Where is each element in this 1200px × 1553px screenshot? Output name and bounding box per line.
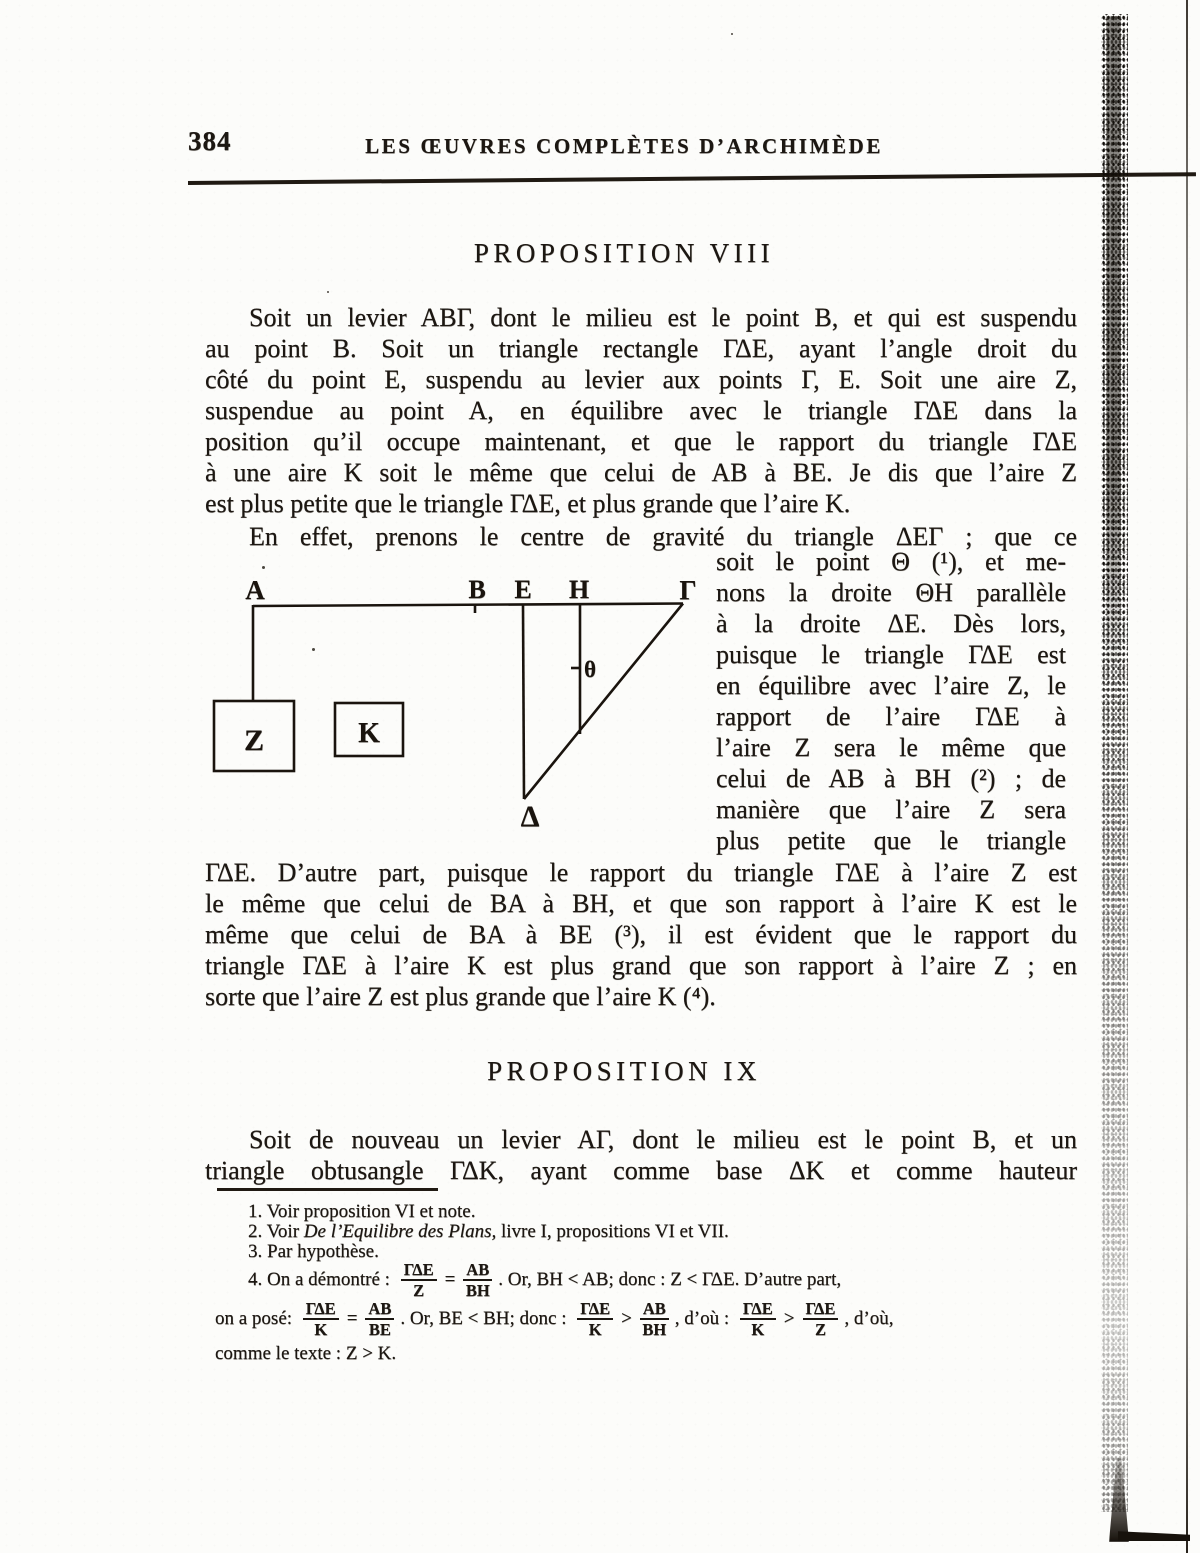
scan-bottom-corner-smear (1118, 1527, 1190, 1541)
paragraph-line: l’aire Z sera le même que (716, 733, 1066, 762)
footnote-rule (217, 1188, 438, 1191)
fraction-numerator: ΓΔE (740, 1300, 776, 1320)
fraction-denominator: K (314, 1320, 328, 1339)
equals-sign: = (444, 1269, 456, 1290)
footnote-text: . Or, BE < BH; donc : (400, 1308, 572, 1329)
paragraph-2-right-column (716, 546, 1066, 856)
footnote-2-rest: livre I, propositions VI et VII. (496, 1221, 729, 1242)
fraction (740, 1300, 776, 1339)
footnote-2-work-title: De l’Equilibre des Plans, (303, 1221, 497, 1242)
label-gamma: Γ (679, 575, 697, 605)
paragraph-line: ΓΔE. D’autre part, puisque le rapport du triangle ΓΔE à l’aire Z est (205, 858, 1077, 887)
footnote-2-prefix: 2. Voir (248, 1221, 304, 1242)
fraction (401, 1261, 437, 1300)
footnote-text: , d’où : (674, 1308, 734, 1329)
scan-page-edge-line (1186, 0, 1188, 1553)
greater-than-sign: > (783, 1308, 795, 1329)
footnote-4-line-1 (248, 1258, 841, 1302)
fraction-denominator: K (588, 1320, 602, 1339)
hypotenuse-gamma-delta (524, 604, 683, 800)
fraction-numerator: ΓΔE (577, 1300, 613, 1320)
proposition-ix-title: PROPOSITION IX (487, 1056, 761, 1086)
fraction-denominator: BE (368, 1320, 391, 1339)
paragraph-line: même que celui de BA à BE (³), il est évident que le rapport du (205, 920, 1077, 949)
fraction (803, 1300, 839, 1339)
fraction-denominator: K (751, 1320, 765, 1339)
paragraph-line: côté du point E, suspendu au levier aux points Γ, E. Soit une aire Z, (205, 365, 1077, 394)
paragraph-line: à la droite ΔE. Dès lors, (716, 609, 1066, 638)
paragraph-line: plus petite que le triangle (716, 826, 1066, 855)
paragraph-line: est plus petite que le triangle ΓΔE, et plus grande que l’aire K. (205, 489, 851, 518)
fraction-denominator: Z (814, 1320, 826, 1339)
page-number: 384 (188, 126, 232, 156)
footnote-3: 3. Par hypothèse. (248, 1241, 379, 1262)
paragraph-line: rapport de l’aire ΓΔE à (716, 702, 1066, 731)
fraction (365, 1300, 394, 1339)
fraction-denominator: BH (642, 1320, 667, 1339)
paragraph-line: suspendue au point A, en équilibre avec le triangle ΓΔE dans la (205, 396, 1077, 425)
paragraph-line: triangle ΓΔE à l’aire K est plus grand que son rapport à l’aire Z ; en (205, 951, 1077, 980)
scan-gutter-dark-core (1106, 16, 1121, 676)
fraction (577, 1300, 613, 1339)
side-e-delta (523, 605, 524, 799)
footnote-4-line-2 (215, 1297, 893, 1341)
ink-speck (731, 33, 733, 35)
fraction (463, 1261, 492, 1300)
paragraph-line: puisque le triangle ΓΔE est (716, 640, 1066, 669)
paragraph-line: soit le point Θ (¹), et me- (716, 547, 1066, 576)
header-rule (188, 172, 1196, 184)
paragraph-1 (205, 302, 1077, 519)
footnote-text: . Or, BH < AB; donc : Z < ΓΔE. D’autre part, (498, 1269, 842, 1290)
running-title: LES ŒUVRES COMPLÈTES D’ARCHIMÈDE (365, 134, 883, 158)
fraction-denominator: BH (465, 1281, 490, 1300)
fraction-numerator: ΓΔE (401, 1261, 437, 1281)
footnote-2 (248, 1222, 729, 1243)
paragraph-line: à une aire K soit le même que celui de AB à BE. Je dis que l’aire Z (205, 458, 1077, 487)
label-theta: θ (584, 657, 597, 682)
label-k: K (358, 718, 380, 749)
paragraph-line: le même que celui de BA à BH, et que son rapport à l’aire K est le (205, 889, 1077, 918)
footnote-4-line-3: comme le texte : Z > K. (215, 1343, 397, 1364)
paragraph-line: triangle obtusangle ΓΔK, ayant comme base ΔK et comme hauteur (205, 1156, 1077, 1185)
equals-sign: = (346, 1308, 358, 1329)
label-b: B (468, 575, 486, 604)
fraction-numerator: AB (640, 1300, 669, 1320)
greater-than-sign: > (621, 1308, 632, 1329)
fraction-numerator: AB (365, 1300, 394, 1320)
label-z: Z (243, 724, 265, 757)
paragraph-line: manière que l’aire Z sera (716, 795, 1066, 824)
paragraph-2-intro: En effet, prenons le centre de gravité du triangle ΔEΓ ; que ce (249, 522, 1077, 551)
fraction-numerator: ΓΔE (303, 1300, 339, 1320)
footnote-text: On a démontré : (267, 1269, 395, 1290)
label-e: E (514, 575, 532, 604)
fraction-numerator: ΓΔE (803, 1300, 839, 1320)
proposition-viii-title: PROPOSITION VIII (473, 238, 775, 268)
paragraph-3 (205, 1124, 1077, 1186)
fraction-denominator: Z (413, 1281, 425, 1300)
paragraph-line: en équilibre avec l’aire Z, le (716, 671, 1066, 700)
footnote-text: on a posé: (215, 1308, 297, 1329)
label-h: H (568, 575, 590, 604)
footnote-text: , d’où, (844, 1308, 894, 1329)
ink-speck (312, 648, 315, 651)
paragraph-line: au point B. Soit un triangle rectangle ΓΔE, ayant l’angle droit du (205, 334, 1077, 363)
paragraph-2-continuation (205, 857, 1077, 1012)
fraction-numerator: AB (463, 1261, 492, 1281)
paragraph-line: Soit de nouveau un levier AΓ, dont le milieu est le point B, et un (249, 1125, 1077, 1154)
label-a: A (245, 575, 265, 605)
paragraph-line: celui de AB à BH (²) ; de (716, 764, 1066, 793)
lever-triangle-figure (200, 572, 700, 842)
ink-speck (262, 566, 265, 569)
fraction (640, 1300, 669, 1339)
paragraph-line: Soit un levier ABΓ, dont le milieu est le point B, et qui est suspendu (249, 303, 1077, 332)
paragraph-line: nons la droite ΘH parallèle (716, 578, 1066, 607)
paragraph-line: sorte que l’aire Z est plus grande que l’aire K (⁴). (205, 982, 716, 1011)
footnote-4-number: 4. (248, 1269, 263, 1290)
footnote-1: 1. Voir proposition VI et note. (248, 1201, 476, 1222)
paragraph-line: position qu’il occupe maintenant, et que le rapport du triangle ΓΔE (205, 427, 1077, 456)
ink-speck (327, 291, 329, 293)
fraction (303, 1300, 339, 1339)
label-delta: Δ (520, 800, 540, 833)
